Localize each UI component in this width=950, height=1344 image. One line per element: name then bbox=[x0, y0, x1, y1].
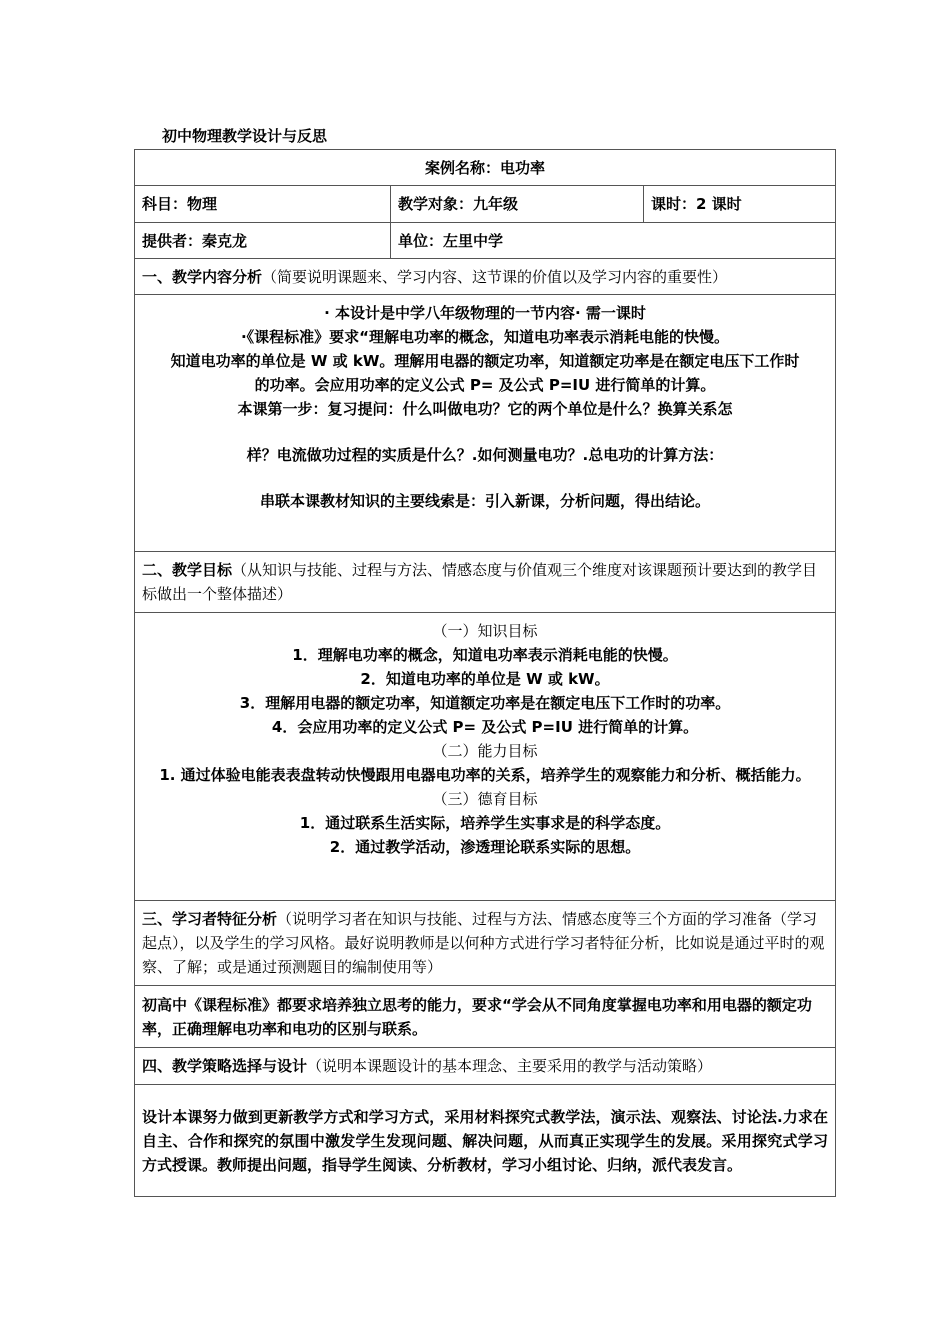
section1-line: 样？电流做功过程的实质是什么？.如何测量电功？.总电功的计算方法： bbox=[246, 446, 724, 464]
subject-cell: 科目：物理 bbox=[135, 186, 391, 223]
section1-content bbox=[135, 295, 836, 552]
section4-header-row bbox=[135, 1048, 836, 1085]
case-name-row bbox=[135, 150, 836, 186]
audience-cell: 教学对象：九年级 bbox=[391, 186, 644, 223]
section1-line: 知道电功率的单位是 W 或 kW。理解用电器的额定功率，知道额定功率是在额定电压下工作时 bbox=[170, 352, 800, 370]
section4-content-row bbox=[135, 1085, 836, 1197]
section1-heading: 一、教学内容分析 bbox=[142, 267, 263, 286]
section2-hint: （从知识与技能、过程与方法、情感态度与价值观三个维度对该课题预计要达到的教学目标做出一个整体描述） bbox=[142, 561, 818, 603]
section1-line: ·《课程标准》要求“理解电功率的概念，知道电功率表示消耗电能的快慢。 bbox=[240, 328, 730, 346]
section4-hint: （说明本课题设计的基本理念、主要采用的教学与活动策略） bbox=[307, 1057, 713, 1075]
section2-content bbox=[135, 613, 836, 901]
hours-cell bbox=[644, 186, 836, 223]
section1-header bbox=[135, 259, 836, 295]
section4-content: 设计本课努力做到更新教学方式和学习方式，采用材料探究式教学法，演示法、观察法、讨论法.力求在自主、合作和探究的氛围中激发学生发现问题、解决问题，从而真正实现学生的发展。采用探究式学习方式授课。教师提出问题，指导学生阅读、分析教材，学习小组讨论、归纳，派代表发言。 bbox=[135, 1085, 836, 1197]
section3-hint: （说明学习者在知识与技能、过程与方法、情感态度等三个方面的学习准备（学习起点），以及学生的学习风格。最好说明教师是以何种方式进行学习者特征分析，比如说是通过平时的观察、了解；或是通过预测题目的编制使用等） bbox=[142, 910, 825, 976]
info-row bbox=[135, 186, 836, 223]
goal-item: 2．知道电功率的单位是 W 或 kW。 bbox=[360, 670, 610, 688]
goal-item: 1．理解电功率的概念，知道电功率表示消耗电能的快慢。 bbox=[292, 646, 678, 664]
section2-heading: 二、教学目标 bbox=[142, 561, 233, 579]
section3-header-row bbox=[135, 901, 836, 986]
section4-heading: 四、教学策略选择与设计 bbox=[142, 1057, 308, 1075]
hours-value: 2 bbox=[696, 195, 707, 213]
section3-header bbox=[135, 901, 836, 986]
section3-heading: 三、学习者特征分析 bbox=[142, 910, 278, 928]
goal-item: 1. 通过体验电能表表盘转动快慢跟用电器电功率的关系，培养学生的观察能力和分析、概括能力。 bbox=[159, 766, 811, 784]
section1-content-row bbox=[135, 295, 836, 552]
section1-line: 串联本课教材知识的主要线索是：引入新课，分析问题，得出结论。 bbox=[260, 492, 711, 510]
hours-suffix: 课时 bbox=[706, 195, 742, 213]
section2-header-row bbox=[135, 552, 836, 613]
goal-item: 3．理解用电器的额定功率，知道额定功率是在额定电压下工作时的功率。 bbox=[239, 694, 731, 712]
spacer bbox=[142, 467, 828, 489]
section1-line: 的功率。会应用功率的定义公式 P= 及公式 P=IU 进行简单的计算。 bbox=[254, 376, 716, 394]
section3-content-row bbox=[135, 986, 836, 1048]
lesson-plan-table bbox=[134, 149, 836, 1197]
document-title: 初中物理教学设计与反思 bbox=[162, 127, 328, 145]
goal-item: 2．通过教学活动，渗透理论联系实际的思想。 bbox=[329, 838, 641, 856]
goal-subheading: （二）能力目标 bbox=[432, 742, 538, 760]
section1-hint: （简要说明课题来、学习内容、这节课的价值以及学习内容的重要性） bbox=[262, 267, 728, 286]
goal-subheading: （三）德育目标 bbox=[432, 790, 538, 808]
spacer bbox=[142, 421, 828, 443]
hours-prefix: 课时： bbox=[651, 195, 697, 213]
section1-header-row bbox=[135, 259, 836, 295]
provider-row bbox=[135, 223, 836, 259]
goal-subheading: （一）知识目标 bbox=[432, 622, 538, 640]
section3-content: 初高中《课程标准》都要求培养独立思考的能力，要求“学会从不同角度掌握电功率和用电器的额定功率，正确理解电功率和电功的区别与联系。 bbox=[135, 986, 836, 1048]
section1-line: 本课第一步：复习提问：什么叫做电功？它的两个单位是什么？换算关系怎 bbox=[237, 400, 733, 418]
goal-item: 1．通过联系生活实际，培养学生实事求是的科学态度。 bbox=[299, 814, 671, 832]
unit-cell: 单位：左里中学 bbox=[391, 223, 836, 259]
section1-line: · 本设计是中学八年级物理的一节内容· 需一课时 bbox=[324, 304, 646, 322]
provider-cell: 提供者：秦克龙 bbox=[135, 223, 391, 259]
section4-header bbox=[135, 1048, 836, 1085]
section2-content-row bbox=[135, 613, 836, 901]
section2-header bbox=[135, 552, 836, 613]
case-name: 案例名称：电功率 bbox=[135, 150, 836, 186]
goal-item: 4．会应用功率的定义公式 P= 及公式 P=IU 进行简单的计算。 bbox=[271, 718, 699, 736]
